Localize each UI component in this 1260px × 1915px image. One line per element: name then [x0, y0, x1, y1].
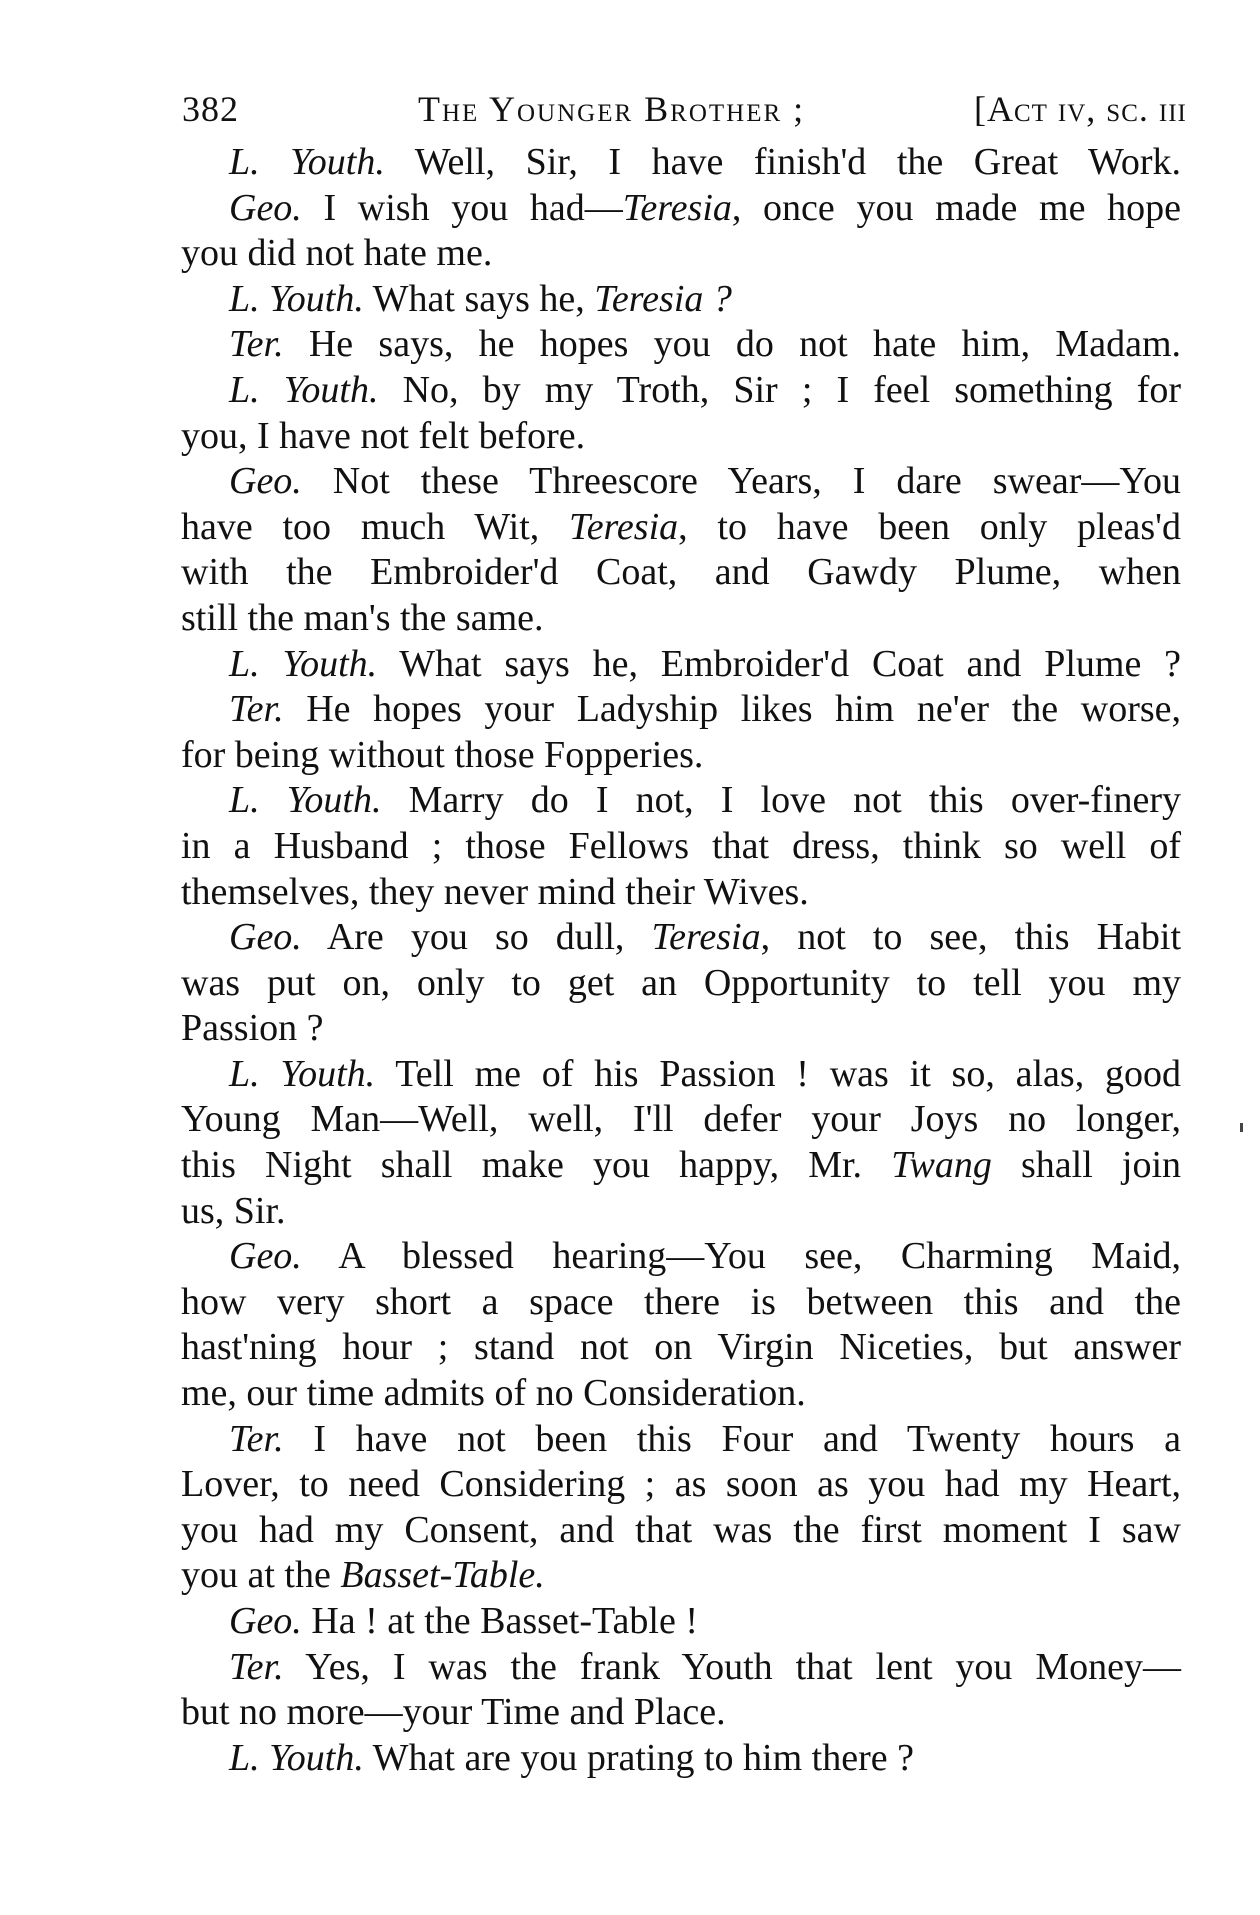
- dialogue-text: What are you prating to him there ?: [372, 1736, 914, 1779]
- dialogue-text: What says he,: [372, 277, 595, 320]
- text-line: [181, 1371, 1181, 1417]
- dialogue-text: but no more—your Time and Place.: [181, 1691, 726, 1734]
- dialogue-text: for being without those Fopperies.: [181, 733, 704, 776]
- text-line: [181, 1052, 1181, 1098]
- place-name: Basset-Table.: [340, 1554, 545, 1597]
- character-name: Teresia: [622, 186, 732, 229]
- text-line: [181, 642, 1181, 688]
- dialogue-text: No, by my Troth, Sir ; I feel something for: [402, 368, 1182, 411]
- dialogue-text: He hopes your Ladyship likes him ne'er the worse,: [306, 688, 1181, 731]
- dialogue-text: What says he, Embroider'd Coat and Plume ?: [399, 642, 1181, 685]
- dialogue-text: He says, he hopes you do not hate him, Madam.: [308, 323, 1182, 366]
- character-name: Teresia ?: [594, 277, 732, 320]
- text-line: [181, 1097, 1181, 1143]
- text-line: [181, 1280, 1181, 1326]
- dialogue-text: Yes, I was the frank Youth that lent you Money—: [305, 1645, 1182, 1688]
- text-line: [181, 505, 1181, 551]
- speaker-label: L. Youth.: [229, 1052, 376, 1095]
- dialogue-text: I have not been this Four and Twenty hours a: [313, 1417, 1182, 1460]
- speaker-label: Geo.: [229, 460, 302, 503]
- dialogue-text: have too much Wit,: [181, 505, 570, 548]
- text-line: [181, 870, 1181, 916]
- speaker-label: L. Youth.: [229, 1736, 364, 1779]
- text-line: [181, 915, 1181, 961]
- text-line: [181, 322, 1181, 368]
- speaker-label: Geo.: [229, 1600, 302, 1642]
- dialogue-text: Not these Threescore Years, I dare swear—You: [332, 460, 1182, 503]
- speaker-label: L. Youth.: [229, 642, 378, 685]
- text-line: [181, 231, 1181, 277]
- dialogue-text: I wish you had—: [323, 186, 623, 229]
- text-line: [181, 1006, 1181, 1052]
- text-line: [181, 550, 1181, 596]
- dialogue-text: was put on, only to get an Opportunity to tell you my: [181, 961, 1181, 1004]
- speaker-label: Ter.: [229, 1645, 284, 1688]
- text-line: [181, 1690, 1181, 1736]
- text-line: [181, 414, 1181, 460]
- speaker-label: Geo.: [229, 1235, 302, 1278]
- dialogue-text: us, Sir.: [181, 1189, 286, 1232]
- text-line: [181, 778, 1181, 824]
- dialogue-text: themselves, they never mind their Wives.: [181, 870, 809, 913]
- text-line: [181, 596, 1181, 642]
- speaker-label: L. Youth.: [229, 779, 382, 822]
- dialogue-text: Young Man—Well, well, I'll defer your Joys no longer,: [181, 1098, 1181, 1141]
- text-line: [181, 1508, 1181, 1554]
- speaker-label: Ter.: [229, 688, 284, 731]
- dialogue-text: , to have been only pleas'd: [678, 505, 1181, 548]
- dialogue-text: hast'ning hour ; stand not on Virgin Niceties, but answer: [181, 1326, 1181, 1369]
- running-header: [182, 88, 1187, 138]
- speaker-label: Ter.: [229, 323, 284, 366]
- dialogue-text: you, I have not felt before.: [181, 414, 586, 457]
- character-name: Teresia: [651, 916, 761, 959]
- speaker-label: L. Youth.: [229, 368, 379, 411]
- dialogue-text: with the Embroider'd Coat, and Gawdy Plume, when: [181, 551, 1181, 594]
- text-line: [181, 368, 1181, 414]
- dialogue-text: in a Husband ; those Fellows that dress, think so well of: [181, 824, 1181, 867]
- text-line: [181, 277, 1181, 323]
- text-line: [181, 961, 1181, 1007]
- play-text: [181, 140, 1181, 1781]
- dialogue-text: , not to see, this Habit: [760, 916, 1182, 959]
- text-line: [181, 1645, 1181, 1691]
- dialogue-text: you did not hate me.: [181, 232, 493, 275]
- dialogue-text: Marry do I not, I love not this over-finery: [408, 779, 1181, 822]
- dialogue-text: you at the: [181, 1554, 341, 1597]
- dialogue-text: how very short a space there is between this and the: [181, 1280, 1181, 1323]
- dialogue-text: this Night shall make you happy, Mr.: [181, 1144, 892, 1187]
- speaker-label: Geo.: [229, 186, 302, 229]
- text-line: [181, 1417, 1181, 1463]
- act-scene-label: [Act iv, sc. iii: [974, 89, 1187, 129]
- running-title: The Younger Brother ;: [418, 89, 806, 129]
- text-line: [181, 1143, 1181, 1189]
- dialogue-text: shall join: [991, 1144, 1182, 1187]
- dialogue-text: Passion ?: [181, 1007, 324, 1050]
- dialogue-text: Tell me of his Passion ! was it so, alas, good: [395, 1052, 1181, 1095]
- dialogue-text: you had my Consent, and that was the first moment I saw: [181, 1508, 1181, 1551]
- dialogue-text: , once you made me hope: [731, 186, 1182, 229]
- dialogue-text: Ha ! at the Basset-Table !: [311, 1600, 698, 1642]
- text-line: [181, 1553, 1181, 1599]
- text-line: [181, 687, 1181, 733]
- text-line: [181, 1325, 1181, 1371]
- text-line: [181, 1189, 1181, 1235]
- dialogue-text: Well, Sir, I have finish'd the Great Work.: [414, 141, 1181, 183]
- text-line: [181, 140, 1181, 186]
- character-name: Teresia: [569, 505, 679, 548]
- text-line: [181, 1462, 1181, 1508]
- text-line: [181, 733, 1181, 779]
- text-line: [181, 459, 1181, 505]
- speaker-label: L. Youth.: [229, 141, 385, 183]
- text-line: [181, 1234, 1181, 1280]
- text-line: [181, 1736, 1181, 1782]
- page-number: 382: [182, 89, 239, 129]
- text-line: [181, 824, 1181, 870]
- dialogue-text: Are you so dull,: [326, 916, 652, 959]
- dialogue-text: Lover, to need Considering ; as soon as you had my Heart,: [181, 1463, 1181, 1506]
- text-line: [181, 1599, 1181, 1645]
- dialogue-text: A blessed hearing—You see, Charming Maid,: [338, 1235, 1182, 1278]
- dialogue-text: still the man's the same.: [181, 596, 544, 639]
- character-name: Twang: [891, 1144, 992, 1187]
- print-speck: [1240, 1123, 1243, 1132]
- speaker-label: Ter.: [229, 1417, 284, 1460]
- speaker-label: Geo.: [229, 916, 302, 959]
- speaker-label: L. Youth.: [229, 277, 364, 320]
- text-line: [181, 186, 1181, 232]
- dialogue-text: me, our time admits of no Consideration.: [181, 1372, 806, 1415]
